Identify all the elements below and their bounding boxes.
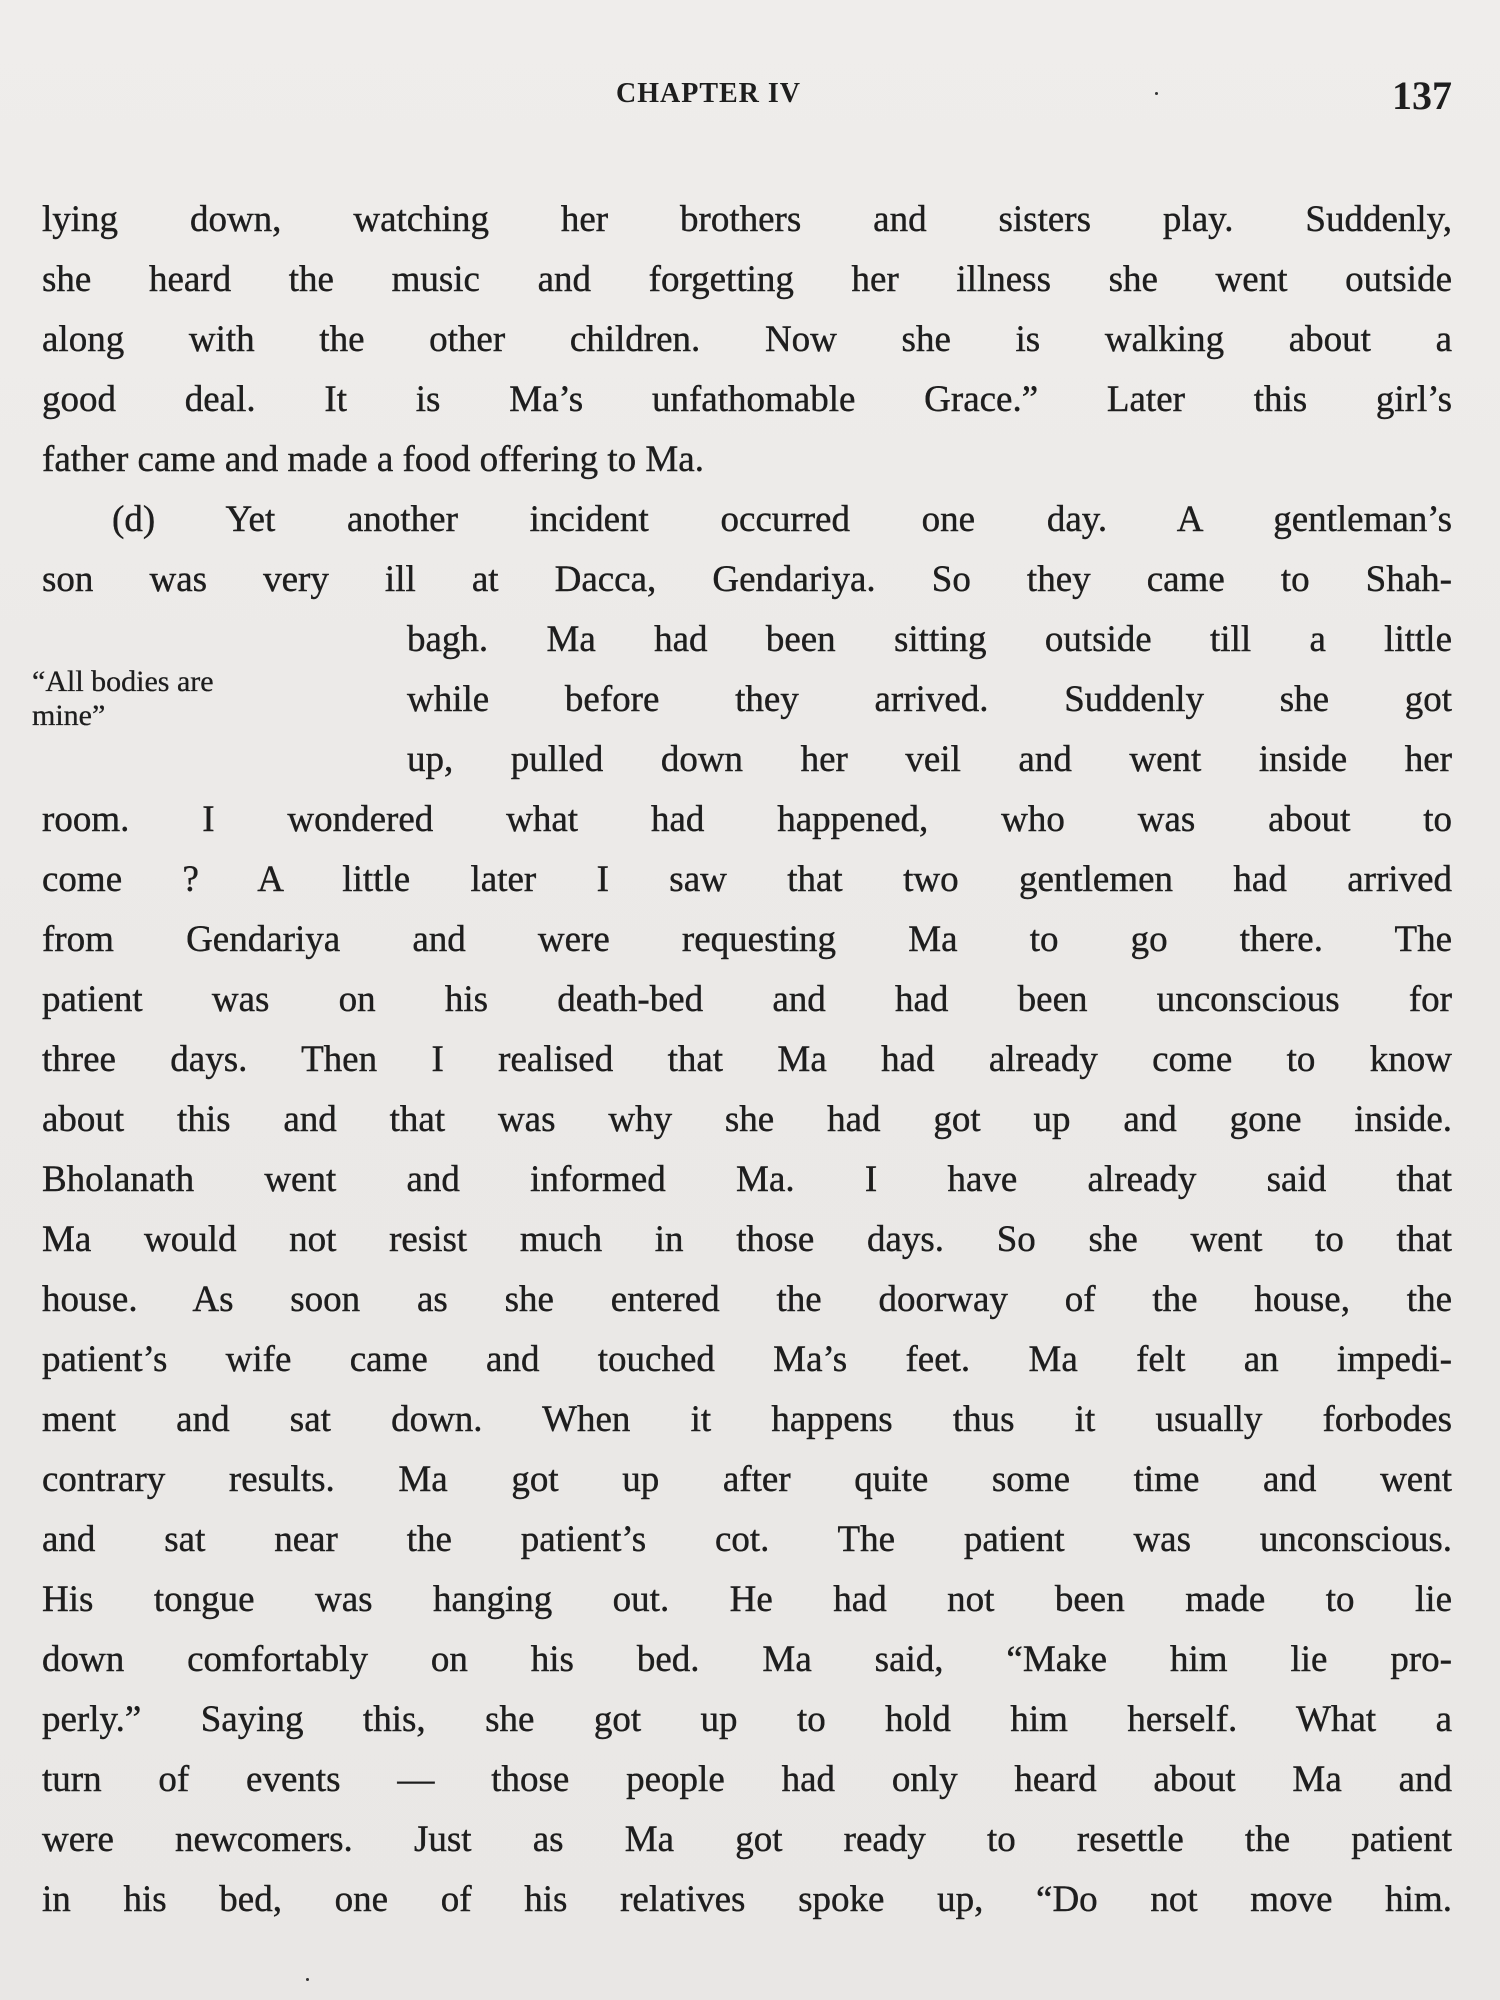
text-line: perly.” Saying this, she got up to hold him herself. What a: [42, 1699, 1452, 1740]
text-line: Bholanath went and informed Ma. I have already said that: [42, 1159, 1452, 1200]
text-line: His tongue was hanging out. He had not been made to lie: [42, 1579, 1452, 1620]
page-number: 137: [1392, 73, 1452, 118]
text-line: lying down, watching her brothers and sisters play. Suddenly,: [42, 199, 1452, 240]
text-line: ment and sat down. When it happens thus it usually forbodes: [42, 1399, 1452, 1440]
text-line: and sat near the patient’s cot. The patient was unconscious.: [42, 1519, 1452, 1560]
text-line: she heard the music and forgetting her illness she went outside: [42, 259, 1452, 300]
text-line: about this and that was why she had got up and gone inside.: [42, 1099, 1452, 1140]
text-line: contrary results. Ma got up after quite some time and went: [42, 1459, 1452, 1500]
text-line: in his bed, one of his relatives spoke up, “Do not move him.: [42, 1879, 1452, 1920]
text-line: three days. Then I realised that Ma had already come to know: [42, 1039, 1452, 1080]
chapter-title: CHAPTER IV: [616, 78, 802, 109]
text-line: Ma would not resist much in those days. So she went to that: [42, 1219, 1452, 1260]
text-line: down comfortably on his bed. Ma said, “Make him lie pro-: [42, 1639, 1452, 1680]
print-speck: [306, 1978, 309, 1981]
text-line: good deal. It is Ma’s unfathomable Grace.” Later this girl’s: [42, 379, 1452, 420]
text-line: (d) Yet another incident occurred one day. A gentleman’s: [112, 499, 1452, 540]
text-line: son was very ill at Dacca, Gendariya. So they came to Shah-: [42, 559, 1452, 600]
text-line: room. I wondered what had happened, who was about to: [42, 799, 1452, 840]
margin-note: [32, 665, 332, 733]
text-line: father came and made a food offering to Ma.: [42, 439, 704, 480]
margin-note-line: mine”: [32, 699, 106, 732]
text-line: bagh. Ma had been sitting outside till a little: [407, 619, 1452, 660]
text-line: come ? A little later I saw that two gentlemen had arrived: [42, 859, 1452, 900]
text-line: from Gendariya and were requesting Ma to go there. The: [42, 919, 1452, 960]
text-line: patient was on his death-bed and had been unconscious for: [42, 979, 1452, 1020]
text-line: patient’s wife came and touched Ma’s feet. Ma felt an impedi-: [42, 1339, 1452, 1380]
page-header: [0, 72, 1500, 122]
margin-note-line: “All bodies are: [32, 665, 214, 698]
text-line: up, pulled down her veil and went inside her: [407, 739, 1452, 780]
print-speck: [1155, 92, 1158, 95]
text-line: while before they arrived. Suddenly she got: [407, 679, 1452, 720]
text-line: turn of events — those people had only heard about Ma and: [42, 1759, 1452, 1800]
text-line: along with the other children. Now she is walking about a: [42, 319, 1452, 360]
text-line: house. As soon as she entered the doorway of the house, the: [42, 1279, 1452, 1320]
text-line: were newcomers. Just as Ma got ready to resettle the patient: [42, 1819, 1452, 1860]
